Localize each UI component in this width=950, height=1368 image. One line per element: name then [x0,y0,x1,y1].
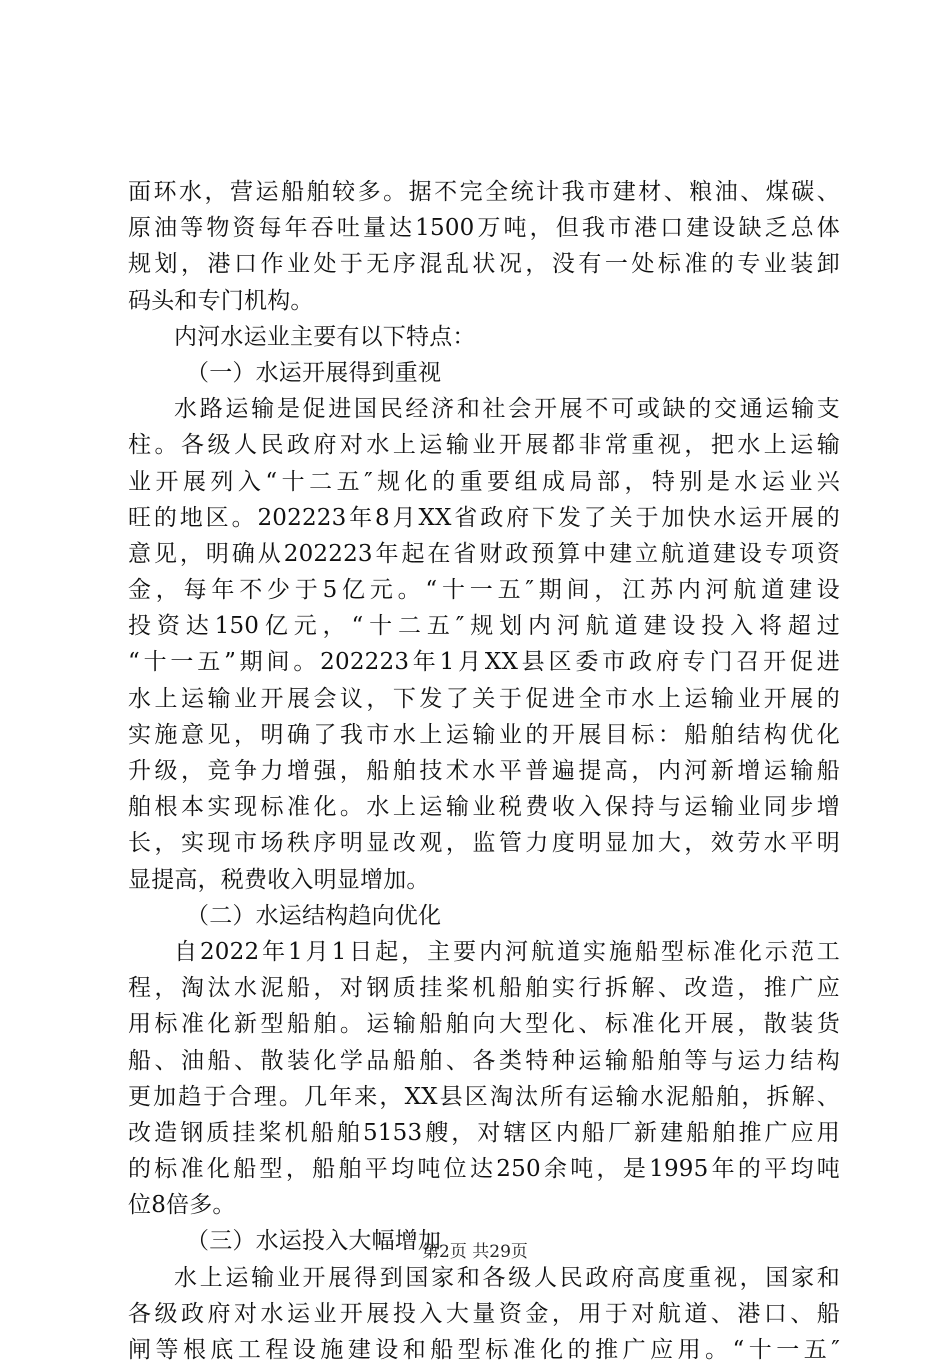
paragraph-section-1 [128,391,840,898]
page-number-label: 第2页 共29页 [422,1242,528,1262]
text-line: 船、油船、散装化学品船舶、各类特种运输船舶等与运力结构 [128,1047,840,1074]
paragraph-section-2 [128,934,840,1224]
text-line: 用标准化新型船舶。运输船舶向大型化、标准化开展，散装货 [128,1011,840,1038]
heading-text: （三）水运投入大幅增加 [186,1228,442,1255]
text-line: 金，每年不少于5亿元。“十一五″期间，江苏内河航道建设 [128,577,840,604]
text-line: 闸等根底工程设施建设和船型标准化的推广应用。“十一五″ [128,1337,840,1363]
text-line: 柱。各级人民政府对水上运输业开展都非常重视，把水上运输 [128,432,840,459]
text-line: “十一五”期间。202223年1月XX县区委市政府专门召开促进 [128,649,840,676]
text-line: 旺的地区。202223年8月XX省政府下发了关于加快水运开展的 [128,504,840,531]
text-line: 升级，竞争力增强，船舶技术水平普遍提高，内河新增运输船 [128,758,840,784]
paragraph-section-3 [128,1260,840,1368]
page-footer [0,1240,950,1264]
section-heading-2 [128,898,840,934]
text-line: 各级政府对水运业开展投入大量资金，用于对航道、港口、船 [128,1300,840,1327]
paragraph-continuation [128,174,840,319]
text-line: 原油等物资每年吞吐量达1500万吨，但我市港口建设缺乏总体 [128,215,840,242]
text-line: 的标准化船型，船舶平均吨位达250余吨，是1995年的平均吨 [128,1156,840,1183]
heading-text: （一）水运开展得到重视 [186,359,442,386]
text-line: 长，实现市场秩序明显改观，监管力度明显加大，效劳水平明 [128,830,840,857]
text-line: 改造钢质挂桨机船舶5153艘，对辖区内船厂新建船舶推广应用 [128,1119,840,1146]
text-line: 内河水运业主要有以下特点： [174,323,476,350]
text-line: 水上运输业开展会议，下发了关于促进全市水上运输业开展的 [128,685,840,712]
text-line: 规划，港口作业处于无序混乱状况，没有一处标准的专业装卸 [128,251,840,278]
text-line: 水路运输是促进国民经济和社会开展不可或缺的交通运输支 [174,396,840,423]
document-body [128,174,840,1368]
text-line: 实施意见，明确了我市水上运输业的开展目标：船舶结构优化 [128,721,840,748]
heading-text: （二）水运结构趋向优化 [186,902,442,929]
text-line: 自2022年1月1日起，主要内河航道实施船型标准化示范工 [174,938,840,965]
text-line: 水上运输业开展得到国家和各级人民政府高度重视，国家和 [174,1264,840,1291]
text-line: 意见，明确从202223年起在省财政预算中建立航道建设专项资 [128,540,840,567]
section-heading-1 [128,355,840,391]
text-line: 面环水，营运船舶较多。据不完全统计我市建材、粮油、煤碳、 [128,179,840,205]
text-line: 显提高，税费收入明显增加。 [128,866,430,893]
paragraph-intro [128,319,840,355]
text-line: 业开展列入“十二五″规化的重要组成局部，特别是水运业兴 [128,468,840,495]
text-line: 程，淘汰水泥船，对钢质挂桨机船舶实行拆解、改造，推广应 [128,975,840,1002]
text-line: 位8倍多。 [128,1192,236,1219]
text-line: 舶根本实现标准化。水上运输业税费收入保持与运输业同步增 [128,794,840,821]
text-line: 更加趋于合理。几年来，XX县区淘汰所有运输水泥船舶，拆解、 [128,1083,840,1110]
text-line: 码头和专门机构。 [128,287,314,314]
text-line: 投资达150亿元，“十二五″规划内河航道建设投入将超过 [128,613,840,640]
